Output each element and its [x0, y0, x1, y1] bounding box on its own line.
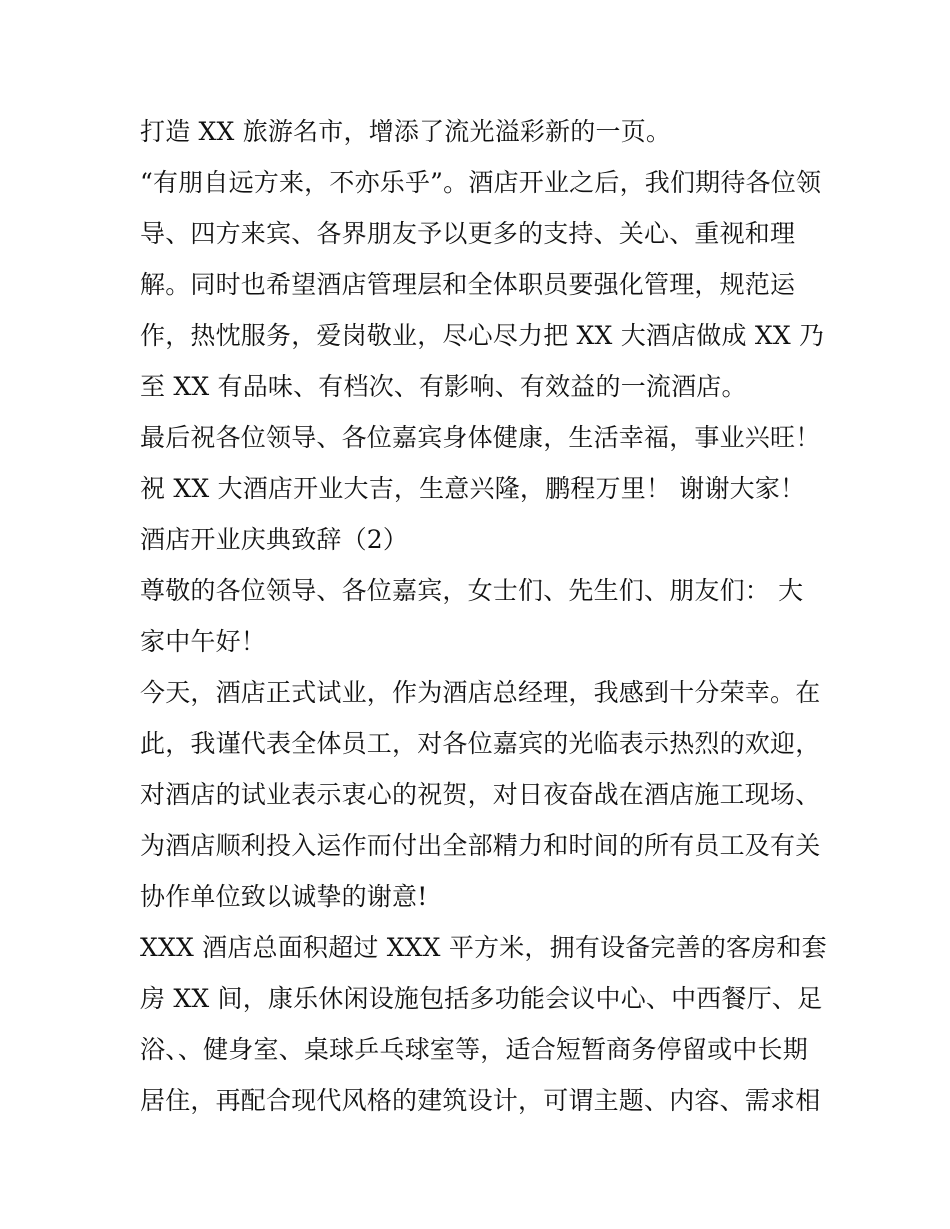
- text-line: 尊敬的各位领导、各位嘉宾，女士们、先生们、朋友们： 大: [140, 576, 804, 605]
- text-line: 打造 XX 旅游名市，增添了流光溢彩新的一页。: [140, 117, 672, 146]
- text-line: 解。同时也希望酒店管理层和全体职员要强化管理，规范运: [140, 270, 796, 299]
- text-line: 最后祝各位领导、各位嘉宾身体健康，生活幸福，事业兴旺！: [140, 423, 821, 452]
- text-line: 祝 XX 大酒店开业大吉，生意兴隆，鹏程万里！ 谢谢大家！: [140, 474, 806, 503]
- text-line: 居住，再配合现代风格的建筑设计，可谓主题、内容、需求相: [140, 1086, 821, 1115]
- text-line: 对酒店的试业表示衷心的祝贺，对日夜奋战在酒店施工现场、: [140, 780, 821, 809]
- text-line: 导、四方来宾、各界朋友予以更多的支持、关心、重视和理: [140, 219, 796, 248]
- text-line: 浴、、健身室、桌球乒乓球室等，适合短暂商务停留或中长期: [140, 1035, 808, 1064]
- section-heading: 酒店开业庆典致辞（2）: [140, 525, 409, 554]
- text-line: “有朋自远方来，不亦乐乎”。酒店开业之后，我们期待各位领: [140, 168, 822, 197]
- text-line: 作，热忱服务，爱岗敬业，尽心尽力把 XX 大酒店做成 XX 乃: [140, 321, 825, 350]
- text-line: 房 XX 间，康乐休闲设施包括多功能会议中心、中西餐厅、足: [140, 984, 823, 1013]
- text-line: 至 XX 有品味、有档次、有影响、有效益的一流酒店。: [140, 372, 747, 401]
- text-line: 为酒店顺利投入运作而付出全部精力和时间的所有员工及有关: [140, 831, 821, 860]
- text-line: 今天，酒店正式试业，作为酒店总经理，我感到十分荣幸。在: [140, 678, 821, 707]
- text-line: 家中午好！: [140, 627, 267, 656]
- document-body: [140, 106, 830, 1126]
- text-line: 协作单位致以诚挚的谢意!: [140, 882, 428, 911]
- text-line: XXX 酒店总面积超过 XXX 平方米，拥有设备完善的客房和套: [140, 933, 827, 962]
- text-line: 此，我谨代表全体员工，对各位嘉宾的光临表示热烈的欢迎，: [140, 729, 821, 758]
